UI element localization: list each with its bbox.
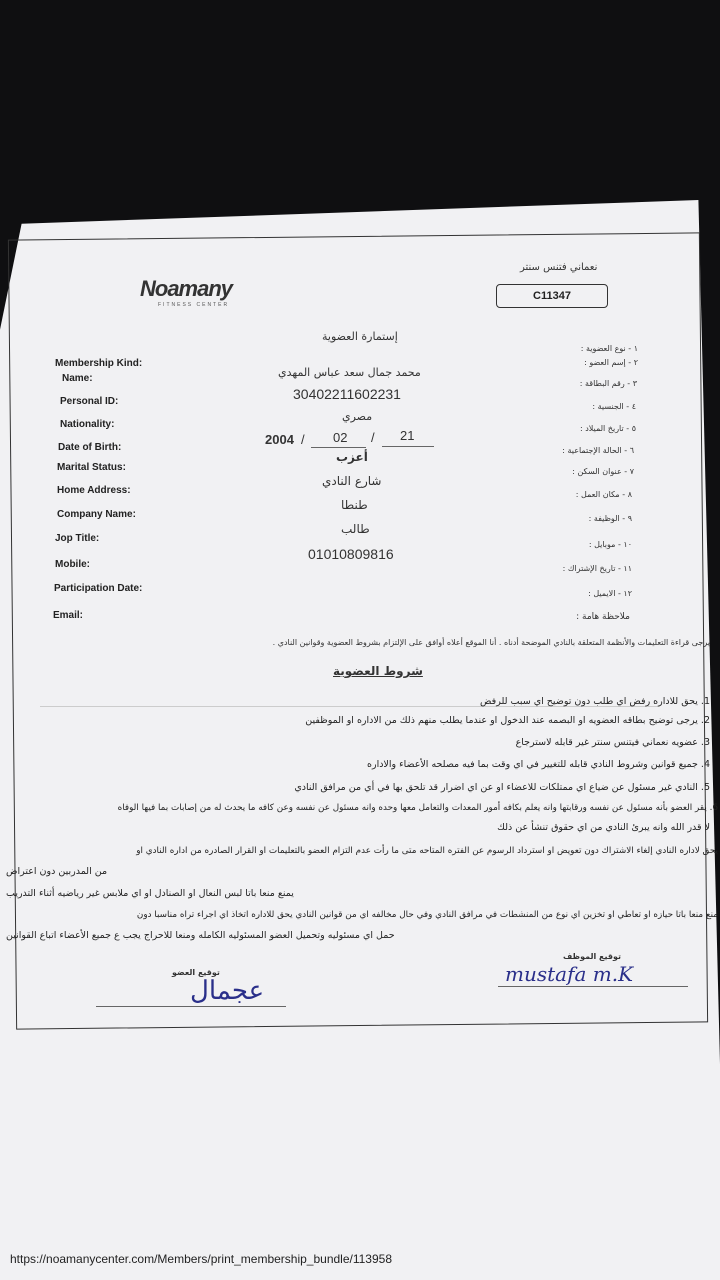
label-job: Jop Title: (55, 533, 100, 544)
label-personal-id: Personal ID: (60, 396, 119, 407)
rule-8: يمنع منعا باتا لبس النعال او الصنادل او اي ملابس غير رياضيه أثناء التدريب (6, 888, 294, 899)
ar-label-1: ١ - نوع العضوية : (580, 344, 638, 353)
note-label: ملاحظة هامة : (576, 612, 630, 622)
rule-9-cont: حمل اي مسئوليه وتحميل العضو المسئوليه الكامله ومنعا للاحراج يجب ع جميع الأعضاء اتباع القوانين (6, 930, 395, 941)
value-nationality: مصري (342, 410, 373, 423)
ar-label-7: ٧ - عنوان السكن : (572, 467, 634, 476)
value-address: شارع النادي (322, 474, 382, 488)
ar-label-6: ٦ - الحالة الإجتماعية : (562, 446, 634, 455)
value-job: طالب (341, 522, 370, 536)
value-name: محمد جمال سعد عباس المهدي (278, 366, 421, 379)
ar-label-4: ٤ - الجنسية : (592, 402, 636, 411)
dob-sep-2: / (371, 430, 375, 445)
rule-4: 4. جميع قوانين وشروط النادي قابله للتغيير في اي وقت بما فيه مصلحه الأعضاء والاداره (367, 759, 710, 770)
label-address: Home Address: (57, 485, 131, 496)
employee-signature-label: توقيع الموظف (563, 952, 621, 961)
rule-3: 3. عضويه نعماني فيتنس سنتر غير قابله لاسترجاع (515, 737, 710, 748)
note-text: يرجى قراءة التعليمات والأنظمة المتعلقة بالنادي الموضحة أدناه . أنا الموقع أعلاه أوافق على الإلتزام بشروط العضوية وقوانين النادي . (272, 638, 710, 647)
rule-9: منع منعا باتا حيازه او تعاطي او تخزين اي نوع من المنشطات في مرافق النادي وفي حال مخالفه اي من قوانين النادي يحق للاداره اتخاذ اي اجراء تراه مناسبا دون (136, 910, 718, 920)
value-marital: أعزب (336, 450, 368, 464)
rule-7: يحق لاداره النادي إلغاء الاشتراك دون تعويض او استرداد الرسوم عن الفتره المتاحه متى ما رأت عدم التزام العضو بالتعليمات او القرار الصادره من اداره النادي او (136, 846, 718, 856)
ar-label-11: ١١ - تاريخ الإشتراك : (562, 564, 632, 573)
rule-7-cont: من المدربين دون اعتراض (6, 866, 108, 877)
value-company: طنطا (341, 498, 368, 512)
ar-label-10: ١٠ - موبايل : (588, 540, 632, 549)
label-company: Company Name: (57, 509, 136, 520)
rule-2: 2. يرجى توضيح بطاقه العضويه او البصمه عند الدخول او عندما يطلب منهم ذلك من الاداره او الموظفين (305, 715, 710, 726)
ar-label-3: ٣ - رقم البطاقة : (579, 379, 637, 388)
ar-label-5: ٥ - تاريخ الميلاد : (579, 424, 636, 433)
logo-subtitle: FITNESS CENTER (158, 302, 230, 308)
member-signature: عجمال (190, 976, 265, 1006)
label-marital: Marital Status: (57, 462, 126, 473)
terms-title: شروط العضوية (333, 664, 423, 678)
label-email: Email: (53, 610, 84, 621)
member-signature-label: توقيع العضو (172, 968, 220, 977)
label-dob: Date of Birth: (58, 442, 122, 453)
form-title: إستمارة العضوية (322, 330, 398, 343)
label-membership-kind: Membership Kind: (55, 358, 143, 369)
rule-6: 6. يقر العضو بأنه مسئول عن نفسه ورقابتها وانه يعلم بكافه أمور المعدات والتعامل معها وحده وانه مسئول عن نفسه وعن كافه ما يحدث له من إصابات بما فيها الوفاه (117, 803, 718, 813)
logo-text: Noamany (140, 276, 233, 301)
ar-label-8: ٨ - مكان العمل : (575, 490, 632, 499)
club-name: نعماني فتنس سنتر (520, 262, 598, 273)
label-nationality: Nationality: (60, 419, 115, 430)
value-dob-year: 2004 (265, 432, 294, 447)
rule-1: 1. يحق للاداره رفض اي طلب دون توضيح اي سبب للرفض (480, 696, 710, 707)
employee-signature: mustafa m.K (505, 962, 634, 986)
label-name: Name: (62, 373, 93, 384)
print-url: https://noamanycenter.com/Members/print_membership_bundle/113958 (10, 1252, 392, 1266)
label-participation: Participation Date: (54, 583, 143, 594)
value-dob-month: 02 (333, 430, 348, 445)
rule-5: 5. النادي غير مسئول عن ضياع اي ممتلكات للاعضاء او عن اي اضرار قد تلحق بها في أي من مرافق النادي (294, 782, 710, 793)
member-code-box: C11347 (496, 284, 608, 308)
value-mobile: 01010809816 (308, 546, 394, 562)
dob-sep-1: / (301, 432, 305, 447)
label-mobile: Mobile: (55, 559, 90, 570)
rule-6-cont: لا قدر الله وانه يبرئ النادي من اي حقوق تنشأ عن ذلك (497, 822, 710, 833)
ar-label-12: ١٢ - الايميل : (588, 589, 632, 598)
ar-label-2: ٢ - إسم العضو : (584, 358, 638, 367)
logo (140, 276, 232, 308)
value-personal-id: 30402211602231 (293, 386, 401, 402)
value-dob-day: 21 (400, 428, 415, 443)
ar-label-9: ٩ - الوظيفة : (588, 514, 632, 523)
